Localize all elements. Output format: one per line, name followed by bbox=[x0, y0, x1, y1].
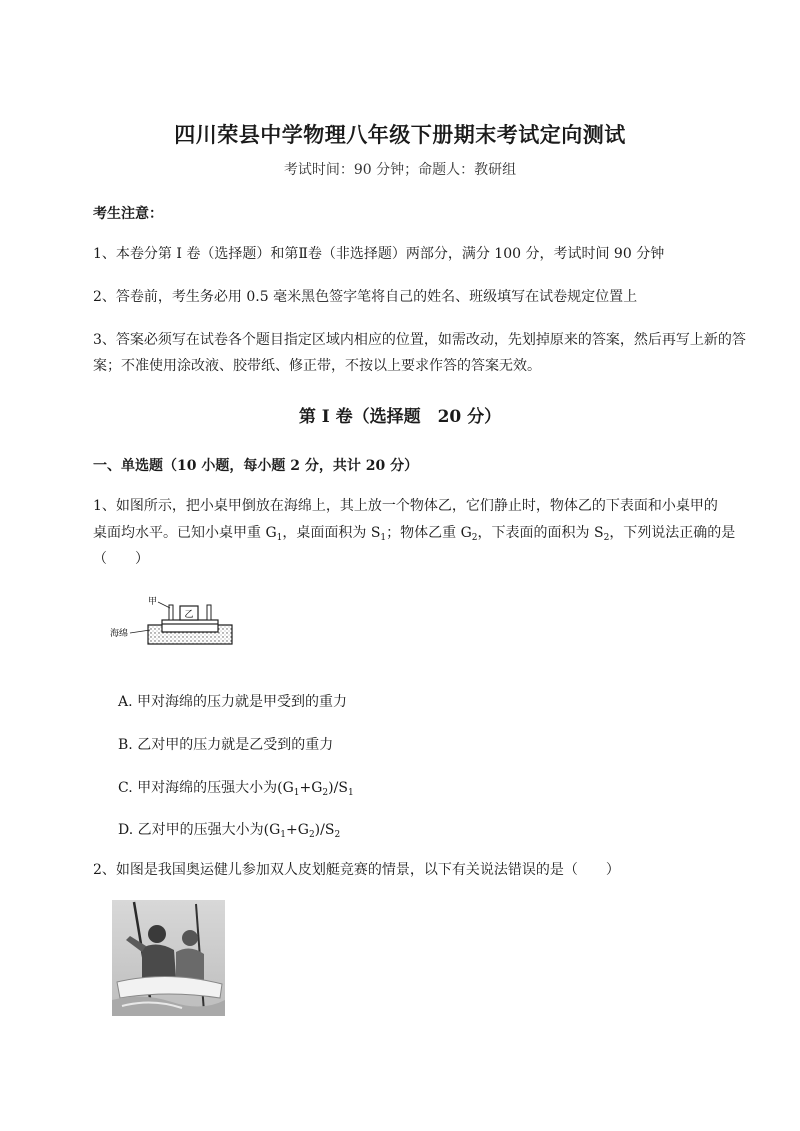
exam-info: 考试时间：90 分钟；命题人：教研组 bbox=[283, 162, 517, 178]
option-c-tail: )/S bbox=[328, 780, 348, 796]
page-title: 四川荣县中学物理八年级下册期末考试定向测试 bbox=[174, 122, 626, 147]
q1-text-a: 桌面均水平。已知小桌甲重 G bbox=[93, 525, 277, 541]
option-c-plus: +G bbox=[299, 780, 323, 796]
option-b: B. 乙对甲的压力就是乙受到的重力 bbox=[118, 737, 334, 753]
label-jia: 甲 bbox=[148, 597, 158, 607]
section-title: 第 I 卷（选择题 20 分） bbox=[298, 407, 502, 427]
q1-text-d: ，下表面的面积为 S bbox=[477, 525, 604, 541]
notice-item-1: 1、本卷分第 I 卷（选择题）和第Ⅱ卷（非选择题）两部分，满分 100 分，考试时间 90 分钟 bbox=[93, 246, 665, 262]
sub-1: 1 bbox=[293, 788, 300, 798]
question-1-line-3: （ ） bbox=[93, 551, 149, 567]
sub-2: 2 bbox=[471, 533, 478, 543]
part-heading: 一、单选题（10 小题，每小题 2 分，共计 20 分） bbox=[93, 458, 419, 474]
sponge-table-figure bbox=[110, 592, 240, 652]
kayak-photo bbox=[112, 900, 225, 1016]
label-sponge: 海绵 bbox=[110, 629, 129, 639]
sub-2: 2 bbox=[308, 830, 315, 840]
option-c bbox=[118, 777, 354, 798]
notice-item-2: 2、答卷前，考生务必用 0.5 毫米黑色签字笔将自己的姓名、班级填写在试卷规定位置上 bbox=[93, 289, 638, 305]
leader-jia bbox=[158, 602, 170, 608]
notice-item-3: 3、答案必须写在试卷各个题目指定区域内相应的位置，如需改动，先划掉原来的答案，然后再写上新的答案；不准使用涂改液、胶带纸、修正带，不按以上要求作答的答案无效。 bbox=[93, 332, 746, 374]
sub-1: 1 bbox=[276, 533, 283, 543]
option-a: A. 甲对海绵的压力就是甲受到的重力 bbox=[118, 694, 348, 710]
q1-text-c: ；物体乙重 G bbox=[386, 525, 472, 541]
sub-1: 1 bbox=[280, 830, 287, 840]
table-leg-right bbox=[207, 605, 211, 620]
table-leg-left bbox=[169, 605, 173, 620]
sub-2: 2 bbox=[334, 830, 341, 840]
question-2-text: 2、如图是我国奥运健儿参加双人皮划艇竞赛的情景，以下有关说法错误的是（ ） bbox=[93, 862, 620, 878]
sub-1: 1 bbox=[380, 533, 387, 543]
q1-text-e: ，下列说法正确的是 bbox=[609, 525, 736, 541]
label-yi: 乙 bbox=[184, 610, 194, 620]
option-c-text: C. 甲对海绵的压强大小为(G bbox=[118, 780, 294, 796]
sub-2: 2 bbox=[603, 533, 610, 543]
q1-text-b: ，桌面面积为 S bbox=[282, 525, 381, 541]
option-d-tail: )/S bbox=[314, 822, 335, 838]
sub-1: 1 bbox=[347, 788, 354, 798]
leader-sponge bbox=[130, 630, 150, 633]
sponge-shape bbox=[148, 625, 232, 644]
option-d-text: D. 乙对甲的压强大小为(G bbox=[118, 822, 281, 838]
notice-heading: 考生注意： bbox=[93, 206, 163, 222]
option-d-plus: +G bbox=[286, 822, 309, 838]
question-1-line-1: 1、如图所示，把小桌甲倒放在海绵上，其上放一个物体乙，它们静止时，物体乙的下表面和小桌甲的 bbox=[93, 498, 718, 514]
sub-2: 2 bbox=[322, 788, 329, 798]
option-d bbox=[118, 819, 340, 840]
